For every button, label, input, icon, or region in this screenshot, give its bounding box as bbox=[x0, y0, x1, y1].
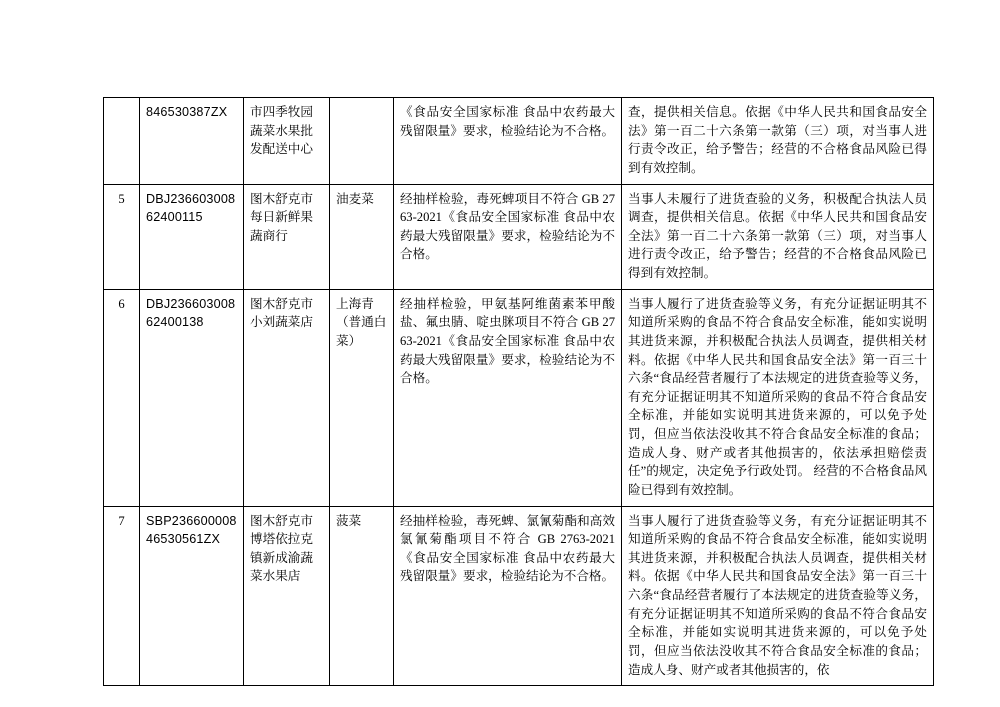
cell-operator-name: 图木舒克市每日新鲜果蔬商行 bbox=[244, 184, 330, 289]
cell-operator-name: 市四季牧园蔬菜水果批发配送中心 bbox=[244, 98, 330, 185]
cell-credit-code: DBJ23660300862400115 bbox=[140, 184, 244, 289]
table bbox=[103, 97, 934, 686]
cell-food-name: 菠菜 bbox=[330, 506, 394, 686]
inspection-results-table bbox=[103, 97, 933, 686]
cell-operator-name: 图木舒克市博塔依拉克镇新成渝蔬菜水果店 bbox=[244, 506, 330, 686]
cell-handling-note: 当事人履行了进货查验等义务，有充分证据证明其不知道所采购的食品不符合食品安全标准，能如实说明其进货来源，并积极配合执法人员调查，提供相关材料。依据《中华人民共和国食品安全法》第一百三十六条“食品经营者履行了本法规定的进货查验等义务，有充分证据证明其不知道所采购的食品不符合食品安全标准，并能如实说明其进货来源的，可以免予处罚，但应当依法没收其不符合食品安全标准的食品；造成人身、财产或者其他损害的，依 bbox=[622, 506, 934, 686]
cell-inspection-result: 《食品安全国家标准 食品中农药最大残留限量》要求，检验结论为不合格。 bbox=[394, 98, 622, 185]
cell-index: 6 bbox=[104, 289, 140, 506]
cell-index: 5 bbox=[104, 184, 140, 289]
cell-index bbox=[104, 98, 140, 185]
table-row bbox=[104, 184, 934, 289]
table-row bbox=[104, 289, 934, 506]
table-row bbox=[104, 98, 934, 185]
cell-credit-code: DBJ23660300862400138 bbox=[140, 289, 244, 506]
cell-handling-note: 当事人未履行了进货查验的义务，积极配合执法人员调查，提供相关信息。依据《中华人民共和国食品安全法》第一百二十六条第一款第（三）项，对当事人进行责令改正，给予警告；经营的不合格食品风险已得到有效控制。 bbox=[622, 184, 934, 289]
cell-inspection-result: 经抽样检验，甲氨基阿维菌素苯甲酸盐、氟虫腈、啶虫脒项目不符合 GB 2763-2021《食品安全国家标准 食品中农药最大残留限量》要求，检验结论为不合格。 bbox=[394, 289, 622, 506]
cell-food-name: 上海青（普通白菜） bbox=[330, 289, 394, 506]
cell-inspection-result: 经抽样检验，毒死蜱、氯氰菊酯和高效氯氰菊酯项目不符合 GB 2763-2021《食品安全国家标准 食品中农药最大残留限量》要求，检验结论为不合格。 bbox=[394, 506, 622, 686]
cell-credit-code: 846530387ZX bbox=[140, 98, 244, 185]
cell-inspection-result: 经抽样检验，毒死蜱项目不符合 GB 2763-2021《食品安全国家标准 食品中农药最大残留限量》要求，检验结论为不合格。 bbox=[394, 184, 622, 289]
cell-food-name bbox=[330, 98, 394, 185]
cell-handling-note: 查，提供相关信息。依据《中华人民共和国食品安全法》第一百二十六条第一款第（三）项，对当事人进行责令改正，给予警告；经营的不合格食品风险已得到有效控制。 bbox=[622, 98, 934, 185]
cell-credit-code: SBP23660000846530561ZX bbox=[140, 506, 244, 686]
cell-handling-note: 当事人履行了进货查验等义务，有充分证据证明其不知道所采购的食品不符合食品安全标准，能如实说明其进货来源，并积极配合执法人员调查，提供相关材料。依据《中华人民共和国食品安全法》第一百三十六条“食品经营者履行了本法规定的进货查验等义务，有充分证据证明其不知道所采购的食品不符合食品安全标准，并能如实说明其进货来源的，可以免予处罚，但应当依法没收其不符合食品安全标准的食品；造成人身、财产或者其他损害的，依法承担赔偿责任”的规定，决定免予行政处罚。 经营的不合格食品风险已得到有效控制。 bbox=[622, 289, 934, 506]
cell-index: 7 bbox=[104, 506, 140, 686]
cell-food-name: 油麦菜 bbox=[330, 184, 394, 289]
table-row bbox=[104, 506, 934, 686]
cell-operator-name: 图木舒克市小刘蔬菜店 bbox=[244, 289, 330, 506]
